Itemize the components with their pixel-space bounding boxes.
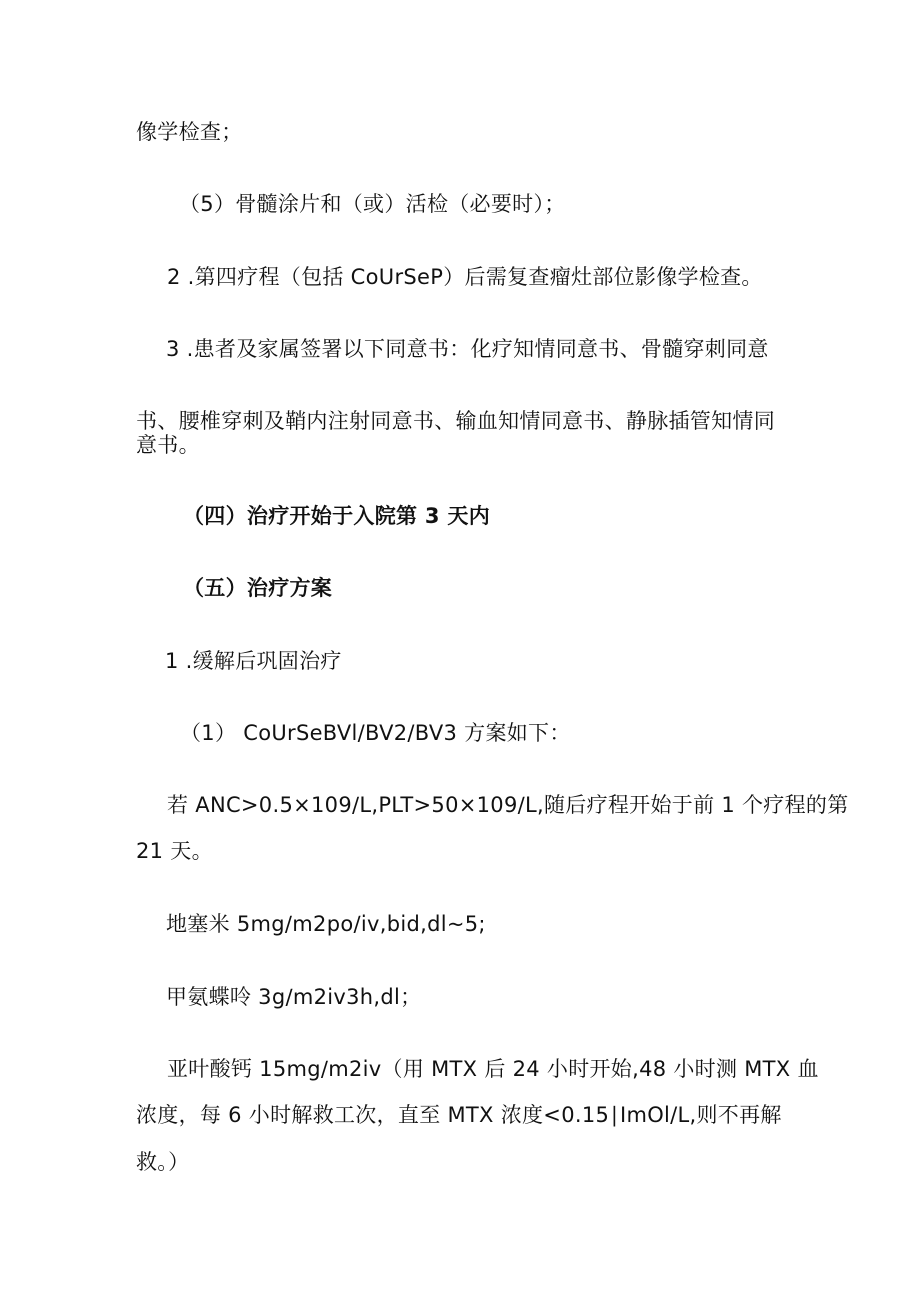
text-line: 2 .第四疗程（包括 CoUrSeP）后需复查瘤灶部位影像学检查。 xyxy=(167,265,763,289)
text-line: 甲氨蝶呤 3g∕m2iv3h,dl； xyxy=(166,985,422,1009)
text-line: 若 ANC>0.5×109∕L,PLT>50×109∕L,随后疗程开始于前 1 个疗程的第 xyxy=(167,793,849,817)
section-heading: （五）治疗方案 xyxy=(183,576,333,600)
text-line: 救。） xyxy=(136,1150,190,1174)
text-line: 3 .患者及家属签署以下同意书：化疗知情同意书、骨髓穿刺同意 xyxy=(166,337,769,361)
text-line: （1） CoUrSeBVl/BV2/BV3 方案如下： xyxy=(180,721,571,745)
text-line: 21 天。 xyxy=(136,839,213,863)
text-line: 意书。 xyxy=(136,433,200,457)
text-line: 地塞米 5mg∕m2po∕iv,bid,dl~5; xyxy=(166,912,486,936)
text-line: 1 .缓解后巩固治疗 xyxy=(165,649,342,673)
text-line: 浓度，每 6 小时解救工次，直至 MTX 浓度<0.15∣ImOl/L,则不再解 xyxy=(136,1103,782,1127)
section-heading: （四）治疗开始于入院第 3 天内 xyxy=(183,504,491,528)
text-line: 亚叶酸钙 15mg∕m2iv（用 MTX 后 24 小时开始,48 小时测 MTX 血 xyxy=(167,1057,819,1081)
text-line: 书、腰椎穿刺及鞘内注射同意书、输血知情同意书、静脉插管知情同 xyxy=(136,409,775,433)
text-line: （5）骨髓涂片和（或）活检（必要时）； xyxy=(179,192,566,216)
text-line: 像学检查； xyxy=(136,120,243,144)
